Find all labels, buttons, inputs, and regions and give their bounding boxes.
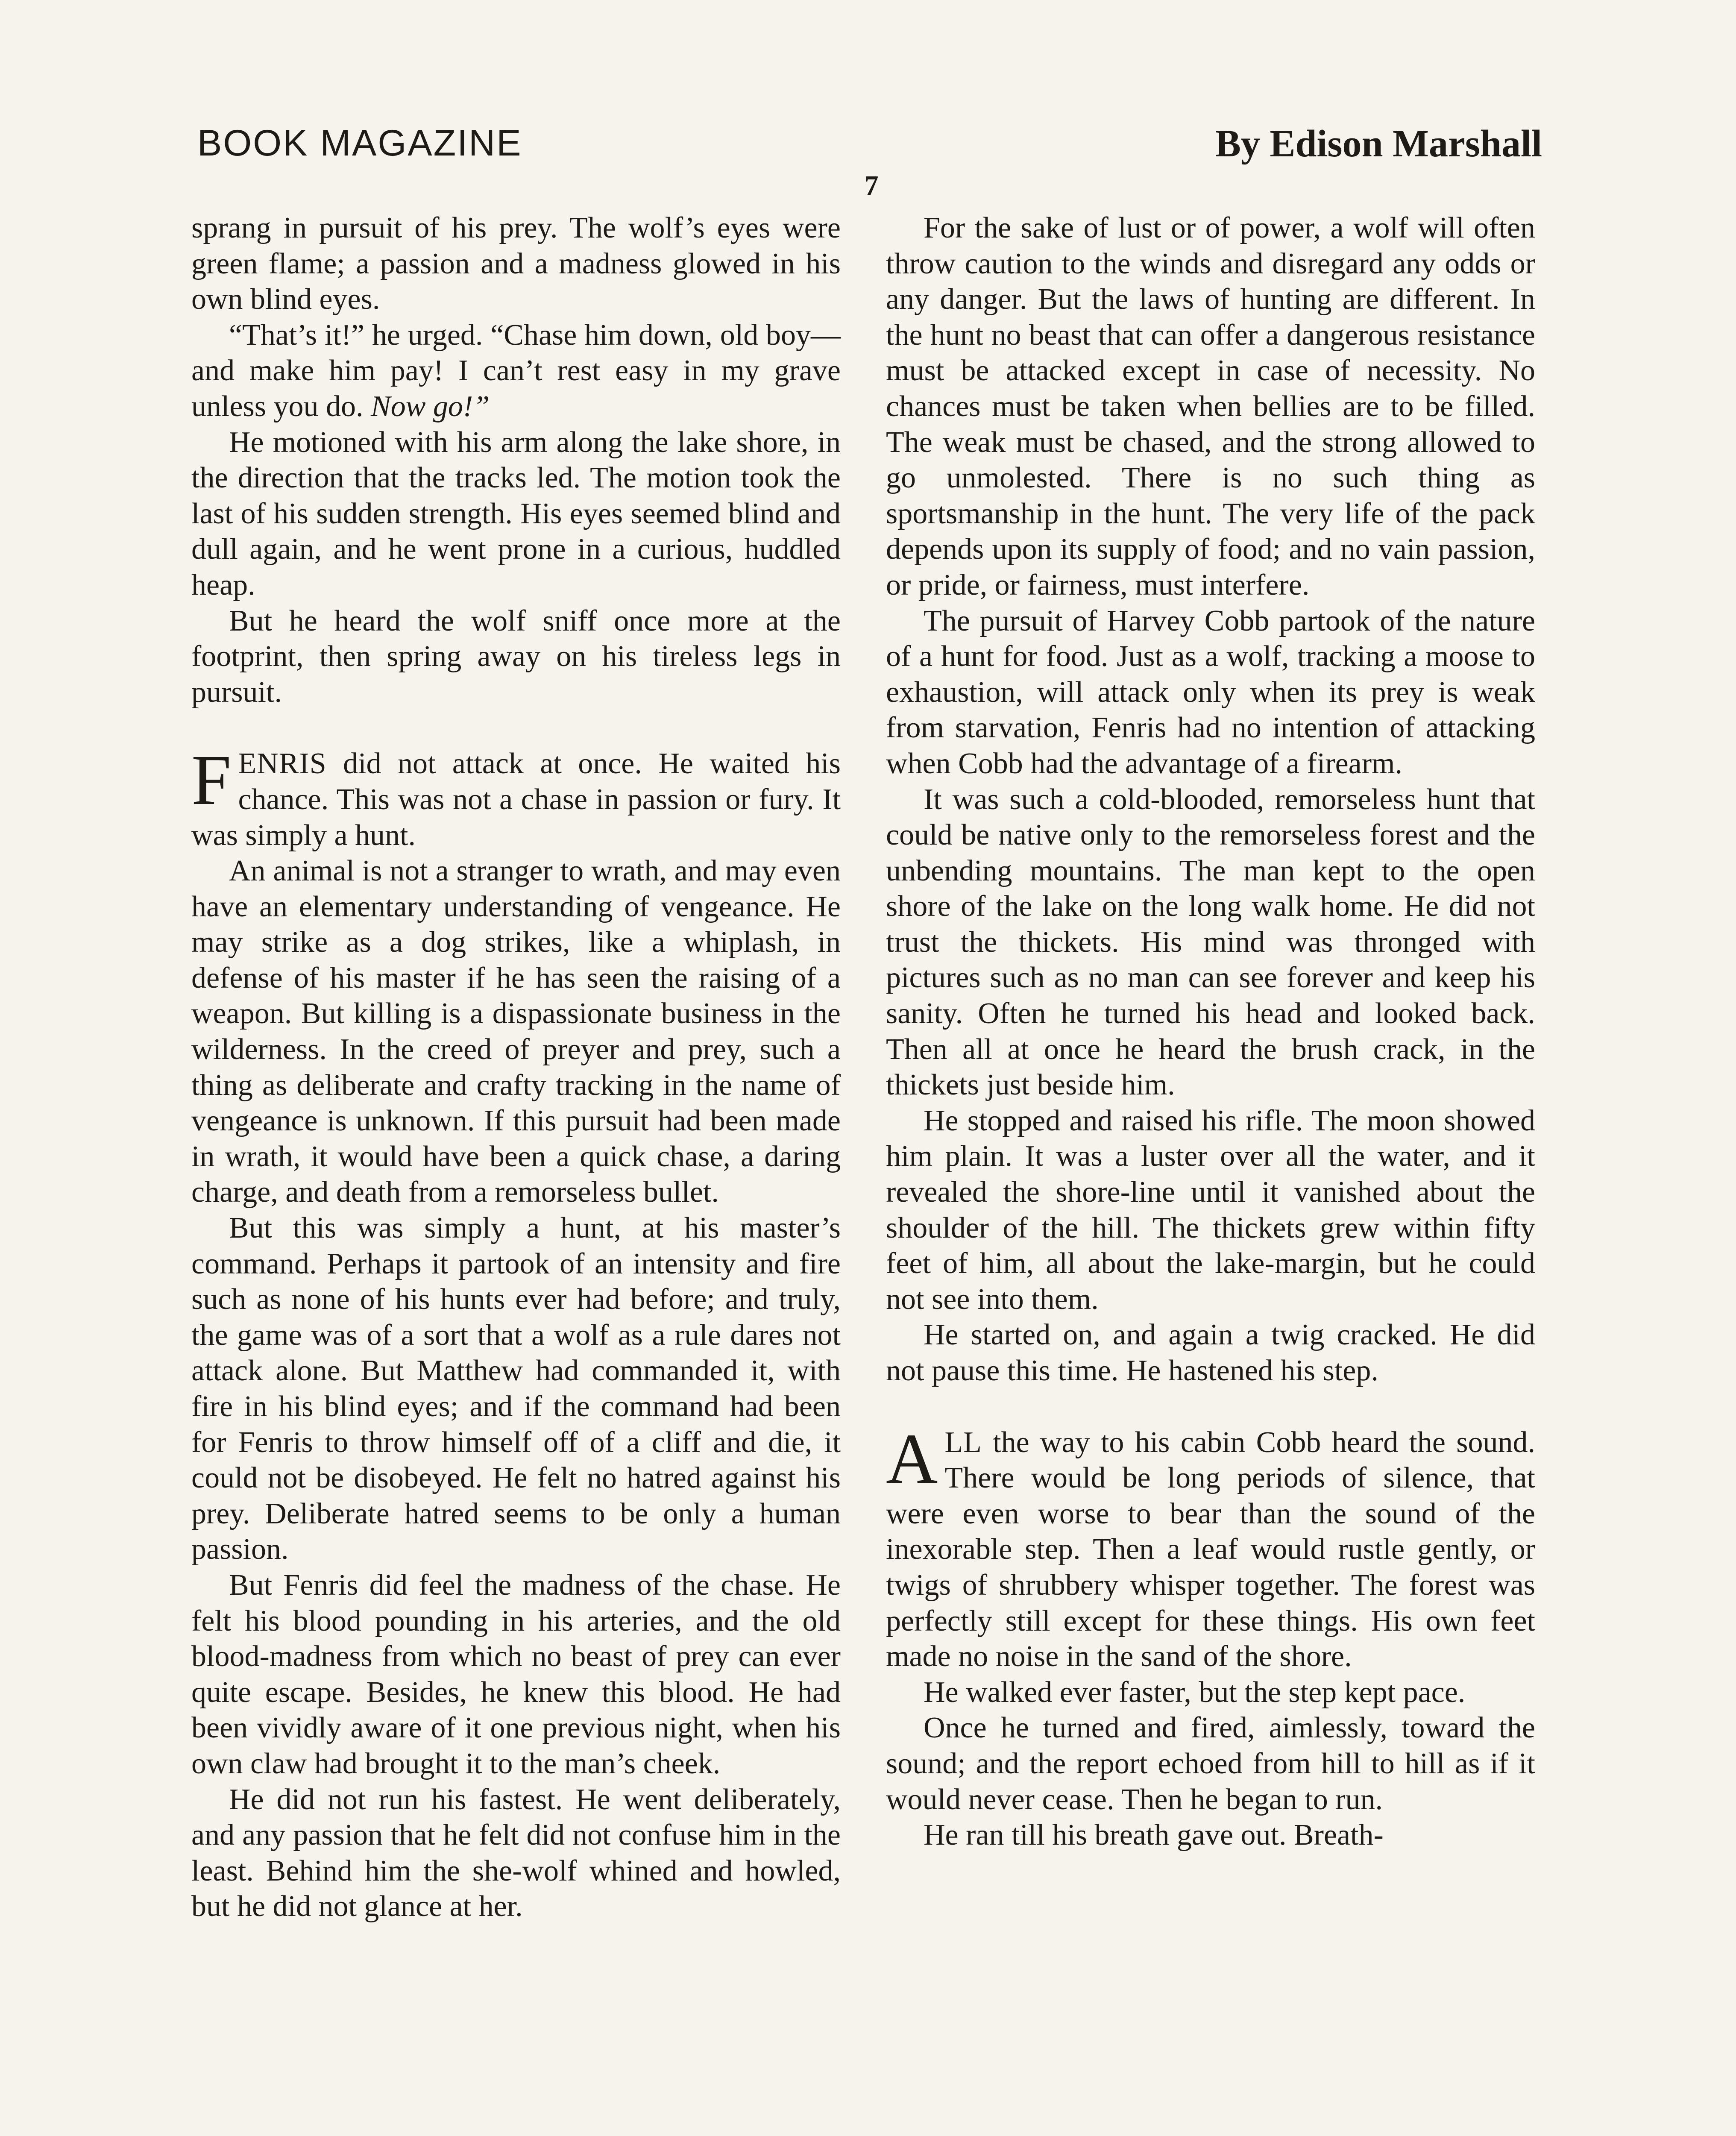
drop-cap: F <box>191 740 232 820</box>
small-caps-lead: LL <box>944 1426 982 1459</box>
paragraph: But Fenris did feel the madness of the chase. He felt his blood pounding in his arteries, and the old blood-madness from which no beast of prey can ever quite escape. Besides, he knew this blood. He had been vividly aware of it one previous night, when his own claw had brought it to the man’s cheek. <box>191 1568 841 1780</box>
paragraph: Once he turned and fired, aimlessly, toward the sound; and the report echoed from hill to hill as if it would never cease. Then he began to run. <box>886 1711 1535 1816</box>
section-opening-paragraph <box>886 1419 1535 1675</box>
paragraph: For the sake of lust or of power, a wolf will often throw caution to the winds and disregard any odds or any danger. But the laws of hunting are different. In the hunt no beast that can offer a dangerous resistance must be attacked except in case of necessity. No chances must be taken when bellies are to be filled. The weak must be chased, and the strong allowed to go unmolested. There is no such thing as sportsmanship in the hunt. The very life of the pack depends upon its supply of food; and no vain passion, or pride, or fairness, must interfere. <box>886 211 1535 601</box>
paragraph <box>191 317 841 425</box>
paragraph: sprang in pursuit of his prey. The wolf’s eyes were green flame; a passion and a madness glowed in his own blind eyes. <box>191 211 841 316</box>
left-column <box>191 210 841 1925</box>
paragraph: An animal is not a stranger to wrath, and may even have an elementary understanding of vengeance. He may strike as a dog strikes, like a whiplash, in defense of his master if he has seen the raising of a weapon. But killing is a dispassionate business in the wilderness. In the creed of preyer and prey, such a thing as deliberate and crafty tracking in the name of vengeance is unknown. If this pursuit had been made in wrath, it would have been a quick chase, a daring charge, and death from a remorseless bullet. <box>191 854 841 1209</box>
magazine-title: BOOK MAGAZINE <box>197 123 522 164</box>
paragraph: He did not run his fastest. He went deliberately, and any passion that he felt did not confuse him in the least. Behind him the she-wolf whined and howled, but he did not glance at her. <box>191 1783 841 1923</box>
paragraph: He motioned with his arm along the lake shore, in the direction that the tracks led. The motion took the last of his sudden strength. His eyes seemed blind and dull again, and he went prone in a curious, huddled heap. <box>191 425 841 601</box>
paragraph: He ran till his breath gave out. Breath- <box>924 1819 1384 1852</box>
italic-text: Now go!” <box>363 390 490 423</box>
small-caps-lead: ENRIS <box>238 747 327 780</box>
paragraph: He walked ever faster, but the step kept pace. <box>924 1675 1466 1709</box>
paragraph: He started on, and again a twig cracked. He did not pause this time. He hastened his step. <box>886 1318 1535 1387</box>
paragraph: He stopped and raised his rifle. The moon showed him plain. It was a luster over all the water, and it revealed the shore-line until it vanished about the shoulder of the hill. The thickets grew within fifty feet of him, all about the lake-margin, but he could not see into them. <box>886 1104 1535 1316</box>
drop-cap: A <box>886 1419 938 1499</box>
paragraph: It was such a cold-blooded, remorseless hunt that could be native only to the remorseless forest and the unbending mountains. The man kept to the open shore of the lake on the long walk home. He did not trust the thickets. His mind was thronged with pictures such as no man can see forever and keep his sanity. Often he turned his head and looked back. Then all at once he heard the brush crack, in the thickets just beside him. <box>886 783 1535 1102</box>
paragraph-text: “That’s it!” he urged. “Chase him down, old boy—and make him pay! I can’t rest easy in my grave unless you do. <box>191 318 841 423</box>
paragraph-text: the way to his cabin Cobb heard the sound. There would be long periods of silence, that were even worse to bear than the sound of the inexorable step. Then a leaf would rustle gently, or twigs of shrubbery whisper together. The forest was perfectly still except for these things. His own feet made no noise in the sand of the shore. <box>886 1426 1535 1673</box>
page-number: 7 <box>864 170 879 201</box>
paragraph-text: did not attack at once. He waited his chance. This was not a chase in passion or fury. It was simply a hunt. <box>191 747 841 852</box>
right-column <box>886 210 1535 1853</box>
section-opening-paragraph <box>191 740 841 853</box>
paragraph: But this was simply a hunt, at his master’s command. Perhaps it partook of an intensity and fire such as none of his hunts ever had before; and truly, the game was of a sort that a wolf as a rule dares not attack alone. But Matthew had commanded it, with fire in his blind eyes; and if the command had been for Fenris to throw himself off of a cliff and die, it could not be disobeyed. He felt no hatred against his prey. Deliberate hatred seems to be only a human passion. <box>191 1212 841 1566</box>
author-byline: By Edison Marshall <box>1215 123 1542 165</box>
paragraph: But he heard the wolf sniff once more at the footprint, then spring away on his tireless legs in pursuit. <box>191 604 841 709</box>
paragraph: The pursuit of Harvey Cobb partook of the nature of a hunt for food. Just as a wolf, tracking a moose to exhaustion, will attack only when its prey is weak from starvation, Fenris had no intention of attacking when Cobb had the advantage of a firearm. <box>886 604 1535 780</box>
